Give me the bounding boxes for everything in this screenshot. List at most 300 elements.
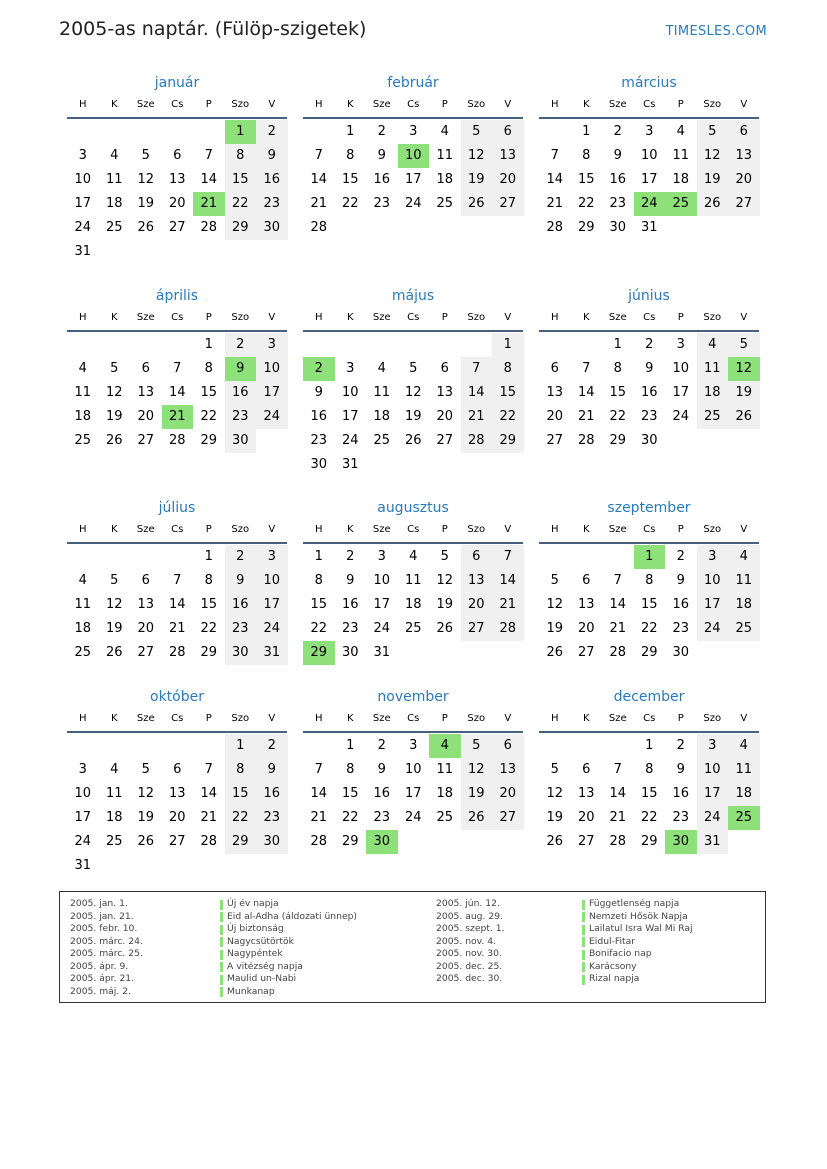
day-cell: 8 bbox=[613, 361, 622, 376]
day-cell: 13 bbox=[492, 144, 524, 168]
day-cell: 8 bbox=[314, 573, 323, 588]
weekday-header: V bbox=[740, 524, 748, 535]
day-cell: 28 bbox=[310, 834, 328, 849]
day-cell: 23 bbox=[609, 196, 627, 211]
holiday-day-cell: 1 bbox=[634, 545, 666, 569]
day-cell: 9 bbox=[377, 762, 386, 777]
month-6 bbox=[539, 286, 761, 486]
day-cell: 28 bbox=[577, 433, 595, 448]
day-cell: 15 bbox=[640, 786, 658, 801]
day-cell: 28 bbox=[546, 220, 564, 235]
day-cell: 28 bbox=[200, 834, 218, 849]
day-cell: 5 bbox=[697, 120, 729, 144]
day-cell: 19 bbox=[137, 196, 155, 211]
day-cell: 7 bbox=[173, 573, 182, 588]
day-cell: 10 bbox=[672, 361, 690, 376]
day-cell: 20 bbox=[492, 168, 524, 192]
day-cell: 6 bbox=[492, 120, 524, 144]
day-cell: 5 bbox=[550, 573, 559, 588]
month-name: június bbox=[628, 288, 670, 304]
weekday-header: P bbox=[205, 713, 212, 724]
day-cell: 20 bbox=[436, 409, 454, 424]
day-cell: 23 bbox=[373, 810, 391, 825]
month-divider bbox=[67, 117, 287, 119]
day-cell: 15 bbox=[609, 385, 627, 400]
day-cell: 13 bbox=[546, 385, 564, 400]
day-cell: 29 bbox=[225, 830, 257, 854]
weekday-header: P bbox=[677, 524, 684, 535]
day-cell: 22 bbox=[640, 621, 658, 636]
legend-holiday-name: Nagycsütörtök bbox=[227, 935, 294, 947]
holiday-day-cell: 4 bbox=[429, 734, 461, 758]
legend-holiday-name: Nagypéntek bbox=[227, 948, 283, 959]
day-cell: 19 bbox=[436, 597, 454, 612]
brand-link[interactable]: TIMESLES.COM bbox=[665, 24, 767, 39]
day-cell: 23 bbox=[672, 621, 690, 636]
day-cell: 8 bbox=[346, 762, 355, 777]
day-cell: 26 bbox=[137, 834, 155, 849]
weekday-header: K bbox=[346, 524, 354, 535]
month-name: december bbox=[613, 689, 685, 705]
weekday-header: P bbox=[677, 312, 684, 323]
day-cell: 15 bbox=[640, 597, 658, 612]
legend-date: 2005. dec. 25. bbox=[436, 960, 503, 972]
day-cell: 31 bbox=[640, 220, 658, 235]
legend-date: 2005. aug. 29. bbox=[436, 910, 503, 922]
day-cell: 4 bbox=[440, 124, 449, 139]
weekday-header: H bbox=[314, 524, 323, 535]
month-name: január bbox=[154, 75, 200, 91]
day-cell: 29 bbox=[640, 645, 658, 660]
month-name: április bbox=[155, 288, 199, 304]
day-cell: 28 bbox=[168, 433, 186, 448]
day-cell: 29 bbox=[200, 645, 218, 660]
weekday-header: Szo bbox=[231, 713, 250, 724]
day-cell: 31 bbox=[697, 830, 729, 854]
month-name: március bbox=[621, 75, 677, 91]
day-cell: 23 bbox=[256, 192, 288, 216]
day-cell: 9 bbox=[645, 361, 654, 376]
weekday-header: Cs bbox=[407, 312, 420, 323]
day-cell: 15 bbox=[577, 172, 595, 187]
month-3 bbox=[539, 73, 761, 273]
day-cell: 23 bbox=[672, 810, 690, 825]
day-cell: 9 bbox=[613, 148, 622, 163]
day-cell: 20 bbox=[492, 782, 524, 806]
legend-date: 2005. dec. 30. bbox=[436, 973, 503, 984]
day-cell: 10 bbox=[74, 172, 92, 187]
day-cell: 22 bbox=[341, 810, 359, 825]
day-cell: 6 bbox=[440, 361, 449, 376]
day-cell: 13 bbox=[436, 385, 454, 400]
day-cell: 16 bbox=[310, 409, 328, 424]
weekday-header: H bbox=[550, 713, 559, 724]
legend-date: 2005. ápr. 9. bbox=[70, 960, 129, 972]
day-cell: 29 bbox=[200, 433, 218, 448]
day-cell: 18 bbox=[74, 621, 92, 636]
weekday-header: Cs bbox=[643, 312, 656, 323]
day-cell: 13 bbox=[137, 385, 155, 400]
weekday-header: Cs bbox=[171, 524, 184, 535]
weekday-header: V bbox=[504, 524, 512, 535]
day-cell: 18 bbox=[404, 597, 422, 612]
day-cell: 18 bbox=[436, 172, 454, 187]
day-cell: 18 bbox=[105, 810, 123, 825]
weekday-header: Sze bbox=[372, 713, 391, 724]
weekday-header: Szo bbox=[231, 524, 250, 535]
weekday-header: V bbox=[268, 99, 276, 110]
day-cell: 2 bbox=[676, 549, 685, 564]
legend-date: 2005. nov. 4. bbox=[436, 935, 496, 947]
day-cell: 27 bbox=[168, 834, 186, 849]
weekday-header: P bbox=[677, 99, 684, 110]
day-cell: 4 bbox=[110, 762, 119, 777]
day-cell: 10 bbox=[373, 573, 391, 588]
legend-date: 2005. márc. 24. bbox=[70, 935, 143, 947]
day-cell: 5 bbox=[141, 762, 150, 777]
legend-marker bbox=[582, 950, 585, 960]
day-cell: 13 bbox=[728, 144, 760, 168]
day-cell: 3 bbox=[377, 549, 386, 564]
legend-date: 2005. jún. 12. bbox=[436, 898, 500, 909]
holiday-day-cell: 10 bbox=[398, 144, 430, 168]
weekday-header: Sze bbox=[372, 524, 391, 535]
day-cell: 7 bbox=[204, 762, 213, 777]
day-cell: 26 bbox=[728, 405, 760, 429]
day-cell: 20 bbox=[546, 409, 564, 424]
weekday-header: Sze bbox=[608, 312, 627, 323]
day-cell: 6 bbox=[492, 734, 524, 758]
weekday-header: Sze bbox=[608, 524, 627, 535]
day-cell: 21 bbox=[546, 196, 564, 211]
day-cell: 26 bbox=[436, 621, 454, 636]
day-cell: 24 bbox=[672, 409, 690, 424]
holiday-day-cell: 30 bbox=[366, 830, 398, 854]
weekday-header: P bbox=[441, 524, 448, 535]
day-cell: 28 bbox=[168, 645, 186, 660]
weekday-header: P bbox=[441, 713, 448, 724]
day-cell: 27 bbox=[492, 806, 524, 830]
day-cell: 25 bbox=[74, 433, 92, 448]
day-cell: 26 bbox=[404, 433, 422, 448]
day-cell: 7 bbox=[204, 148, 213, 163]
day-cell: 7 bbox=[492, 545, 524, 569]
day-cell: 17 bbox=[404, 786, 422, 801]
day-cell: 15 bbox=[492, 381, 524, 405]
day-cell: 26 bbox=[105, 433, 123, 448]
legend-date: 2005. szept. 1. bbox=[436, 923, 505, 934]
month-7 bbox=[67, 498, 289, 698]
legend-holiday-name: Függetlenség napja bbox=[589, 898, 680, 909]
legend-marker bbox=[220, 950, 223, 960]
month-name: május bbox=[391, 288, 435, 304]
holiday-day-cell: 25 bbox=[728, 806, 760, 830]
month-10 bbox=[67, 687, 289, 887]
day-cell: 6 bbox=[173, 148, 182, 163]
day-cell: 8 bbox=[204, 573, 213, 588]
weekday-header: Cs bbox=[171, 99, 184, 110]
legend-holiday-name: Bonifacio nap bbox=[589, 948, 652, 959]
day-cell: 20 bbox=[577, 621, 595, 636]
day-cell: 13 bbox=[577, 597, 595, 612]
weekday-header: K bbox=[110, 524, 118, 535]
page-title: 2005-as naptár. (Fülöp-szigetek) bbox=[59, 18, 367, 40]
day-cell: 19 bbox=[546, 810, 564, 825]
day-cell: 5 bbox=[461, 120, 493, 144]
holiday-day-cell: 1 bbox=[225, 120, 257, 144]
day-cell: 9 bbox=[676, 573, 685, 588]
month-divider bbox=[67, 542, 287, 544]
day-cell: 1 bbox=[204, 549, 213, 564]
day-cell: 21 bbox=[310, 810, 328, 825]
day-cell: 8 bbox=[582, 148, 591, 163]
day-cell: 22 bbox=[492, 405, 524, 429]
day-cell: 8 bbox=[346, 148, 355, 163]
month-11 bbox=[303, 687, 525, 887]
weekday-header: K bbox=[110, 312, 118, 323]
weekday-header: Szo bbox=[467, 99, 486, 110]
day-cell: 4 bbox=[409, 549, 418, 564]
day-cell: 30 bbox=[609, 220, 627, 235]
day-cell: 7 bbox=[613, 573, 622, 588]
day-cell: 11 bbox=[436, 762, 454, 777]
weekday-header: K bbox=[582, 312, 590, 323]
day-cell: 1 bbox=[346, 738, 355, 753]
day-cell: 25 bbox=[105, 834, 123, 849]
day-cell: 5 bbox=[141, 148, 150, 163]
day-cell: 29 bbox=[577, 220, 595, 235]
day-cell: 12 bbox=[137, 172, 155, 187]
day-cell: 2 bbox=[377, 738, 386, 753]
day-cell: 27 bbox=[137, 645, 155, 660]
day-cell: 10 bbox=[697, 758, 729, 782]
legend-holiday-name: Új biztonság bbox=[227, 923, 284, 934]
weekday-header: H bbox=[314, 312, 323, 323]
weekday-header: Sze bbox=[136, 524, 155, 535]
month-divider bbox=[539, 731, 759, 733]
day-cell: 24 bbox=[74, 834, 92, 849]
day-cell: 29 bbox=[341, 834, 359, 849]
weekday-header: Cs bbox=[407, 99, 420, 110]
day-cell: 31 bbox=[74, 858, 92, 873]
legend-holiday-name: Eidul-Fitar bbox=[589, 935, 636, 947]
weekday-header: Cs bbox=[171, 312, 184, 323]
day-cell: 28 bbox=[609, 645, 627, 660]
day-cell: 30 bbox=[256, 830, 288, 854]
day-cell: 20 bbox=[577, 810, 595, 825]
weekday-header: P bbox=[441, 312, 448, 323]
day-cell: 11 bbox=[373, 385, 391, 400]
day-cell: 15 bbox=[225, 168, 257, 192]
holiday-day-cell: 12 bbox=[728, 357, 760, 381]
holiday-day-cell: 29 bbox=[303, 641, 335, 665]
legend-holiday-name: Eid al-Adha (áldozati ünnep) bbox=[227, 910, 358, 922]
day-cell: 10 bbox=[697, 569, 729, 593]
day-cell: 14 bbox=[200, 172, 218, 187]
day-cell: 19 bbox=[105, 621, 123, 636]
day-cell: 26 bbox=[461, 806, 493, 830]
month-name: szeptember bbox=[607, 500, 691, 516]
day-cell: 17 bbox=[373, 597, 391, 612]
month-4 bbox=[67, 286, 289, 486]
day-cell: 2 bbox=[256, 734, 288, 758]
day-cell: 15 bbox=[200, 385, 218, 400]
day-cell: 22 bbox=[577, 196, 595, 211]
day-cell: 11 bbox=[728, 758, 760, 782]
day-cell: 2 bbox=[346, 549, 355, 564]
day-cell: 12 bbox=[404, 385, 422, 400]
day-cell: 17 bbox=[640, 172, 658, 187]
day-cell: 8 bbox=[204, 361, 213, 376]
legend-holiday-name: Munkanap bbox=[227, 985, 275, 997]
day-cell: 3 bbox=[256, 333, 288, 357]
weekday-header: K bbox=[110, 99, 118, 110]
day-cell: 13 bbox=[137, 597, 155, 612]
day-cell: 13 bbox=[168, 786, 186, 801]
weekday-header: K bbox=[582, 713, 590, 724]
day-cell: 5 bbox=[110, 361, 119, 376]
day-cell: 25 bbox=[105, 220, 123, 235]
day-cell: 22 bbox=[200, 621, 218, 636]
day-cell: 3 bbox=[78, 762, 87, 777]
day-cell: 20 bbox=[137, 409, 155, 424]
day-cell: 6 bbox=[141, 361, 150, 376]
day-cell: 10 bbox=[74, 786, 92, 801]
day-cell: 20 bbox=[461, 593, 493, 617]
day-cell: 30 bbox=[225, 429, 257, 453]
day-cell: 13 bbox=[461, 569, 493, 593]
holiday-day-cell: 24 bbox=[634, 192, 666, 216]
month-5 bbox=[303, 286, 525, 486]
day-cell: 12 bbox=[546, 597, 564, 612]
legend-marker bbox=[582, 900, 585, 910]
weekday-header: P bbox=[677, 713, 684, 724]
day-cell: 9 bbox=[256, 144, 288, 168]
day-cell: 7 bbox=[314, 148, 323, 163]
weekday-header: H bbox=[550, 312, 559, 323]
day-cell: 2 bbox=[377, 124, 386, 139]
day-cell: 11 bbox=[436, 148, 454, 163]
day-cell: 27 bbox=[436, 433, 454, 448]
day-cell: 16 bbox=[672, 786, 690, 801]
day-cell: 19 bbox=[546, 621, 564, 636]
month-divider bbox=[539, 330, 759, 332]
month-name: július bbox=[158, 500, 196, 516]
holiday-legend bbox=[59, 891, 766, 1003]
legend-date: 2005. jan. 21. bbox=[70, 910, 134, 922]
day-cell: 10 bbox=[256, 357, 288, 381]
day-cell: 11 bbox=[74, 597, 92, 612]
day-cell: 20 bbox=[137, 621, 155, 636]
legend-marker bbox=[582, 925, 585, 935]
day-cell: 24 bbox=[697, 617, 729, 641]
weekday-header: P bbox=[441, 99, 448, 110]
legend-holiday-name: Új év napja bbox=[227, 898, 279, 909]
legend-date: 2005. máj. 2. bbox=[70, 985, 131, 997]
weekday-header: Sze bbox=[608, 99, 627, 110]
day-cell: 7 bbox=[613, 762, 622, 777]
day-cell: 25 bbox=[436, 810, 454, 825]
day-cell: 19 bbox=[404, 409, 422, 424]
day-cell: 16 bbox=[225, 593, 257, 617]
day-cell: 29 bbox=[492, 429, 524, 453]
day-cell: 19 bbox=[105, 409, 123, 424]
day-cell: 31 bbox=[373, 645, 391, 660]
day-cell: 11 bbox=[672, 148, 690, 163]
weekday-header: Sze bbox=[136, 312, 155, 323]
day-cell: 27 bbox=[461, 617, 493, 641]
month-name: október bbox=[150, 689, 204, 705]
day-cell: 12 bbox=[697, 144, 729, 168]
day-cell: 12 bbox=[105, 597, 123, 612]
day-cell: 22 bbox=[640, 810, 658, 825]
day-cell: 26 bbox=[105, 645, 123, 660]
weekday-header: Cs bbox=[407, 524, 420, 535]
day-cell: 25 bbox=[697, 405, 729, 429]
day-cell: 4 bbox=[728, 545, 760, 569]
day-cell: 30 bbox=[256, 216, 288, 240]
weekday-header: H bbox=[314, 713, 323, 724]
legend-marker bbox=[220, 962, 223, 972]
weekday-header: Cs bbox=[643, 713, 656, 724]
weekday-header: P bbox=[205, 99, 212, 110]
day-cell: 24 bbox=[74, 220, 92, 235]
legend-holiday-name: Maulid un-Nabi bbox=[227, 973, 297, 984]
holiday-day-cell: 9 bbox=[225, 357, 257, 381]
day-cell: 4 bbox=[377, 361, 386, 376]
month-8 bbox=[303, 498, 525, 698]
day-cell: 14 bbox=[168, 597, 186, 612]
day-cell: 24 bbox=[256, 405, 288, 429]
legend-date: 2005. nov. 30. bbox=[436, 948, 502, 959]
weekday-header: K bbox=[110, 713, 118, 724]
legend-marker bbox=[220, 925, 223, 935]
weekday-header: Szo bbox=[231, 312, 250, 323]
day-cell: 10 bbox=[404, 762, 422, 777]
weekday-header: Szo bbox=[231, 99, 250, 110]
weekday-header: Sze bbox=[608, 713, 627, 724]
weekday-header: Szo bbox=[467, 524, 486, 535]
day-cell: 3 bbox=[346, 361, 355, 376]
month-divider bbox=[303, 731, 523, 733]
day-cell: 10 bbox=[341, 385, 359, 400]
weekday-header: Cs bbox=[407, 713, 420, 724]
day-cell: 1 bbox=[314, 549, 323, 564]
month-1 bbox=[67, 73, 289, 273]
day-cell: 23 bbox=[256, 806, 288, 830]
day-cell: 23 bbox=[225, 617, 257, 641]
day-cell: 8 bbox=[645, 762, 654, 777]
legend-marker bbox=[582, 975, 585, 985]
day-cell: 25 bbox=[373, 433, 391, 448]
day-cell: 12 bbox=[436, 573, 454, 588]
weekday-header: Szo bbox=[703, 524, 722, 535]
day-cell: 3 bbox=[78, 148, 87, 163]
weekday-header: H bbox=[78, 312, 87, 323]
day-cell: 19 bbox=[137, 810, 155, 825]
day-cell: 16 bbox=[256, 782, 288, 806]
day-cell: 9 bbox=[346, 573, 355, 588]
day-cell: 13 bbox=[577, 786, 595, 801]
day-cell: 28 bbox=[609, 834, 627, 849]
day-cell: 21 bbox=[577, 409, 595, 424]
month-9 bbox=[539, 498, 761, 698]
day-cell: 21 bbox=[609, 621, 627, 636]
day-cell: 19 bbox=[461, 782, 493, 806]
day-cell: 6 bbox=[582, 573, 591, 588]
day-cell: 30 bbox=[225, 641, 257, 665]
day-cell: 5 bbox=[728, 333, 760, 357]
